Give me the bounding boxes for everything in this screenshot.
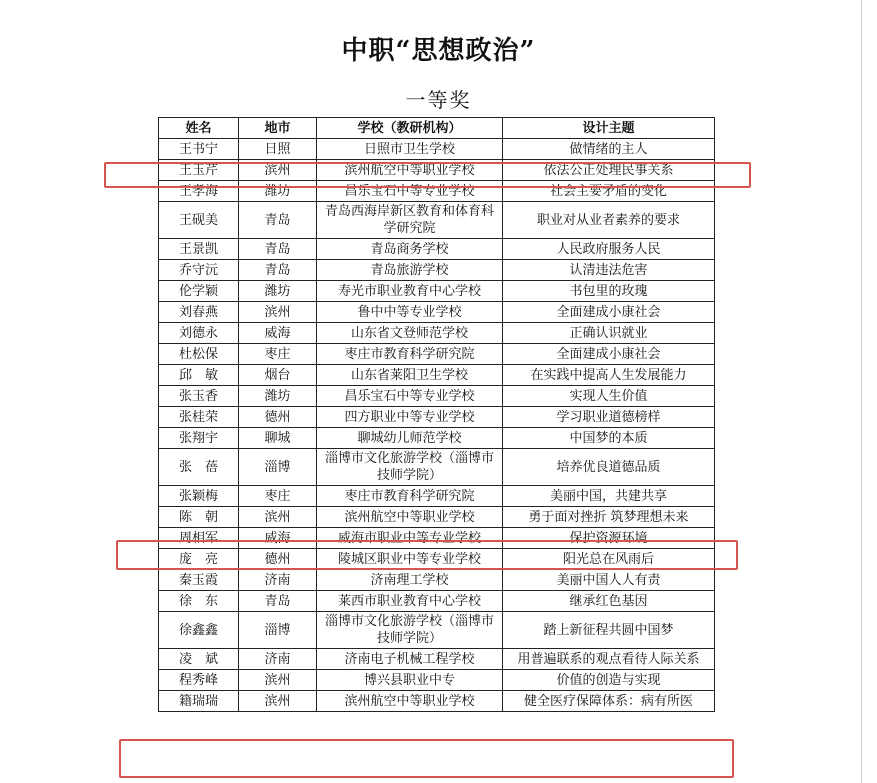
- cell-topic: 培养优良道德品质: [503, 449, 715, 486]
- cell-topic: 健全医疗保障体系：病有所医: [503, 691, 715, 712]
- cell-school: 青岛西海岸新区教育和体育科学研究院: [317, 202, 503, 239]
- cell-school: 昌乐宝石中等专业学校: [317, 181, 503, 202]
- cell-city: 德州: [239, 407, 317, 428]
- document-title: 中职“思想政治”: [341, 36, 536, 66]
- cell-topic: 正确认识就业: [503, 323, 715, 344]
- cell-name: 程秀峰: [159, 670, 239, 691]
- table-row: [159, 591, 715, 612]
- table-row: [159, 323, 715, 344]
- cell-city: 青岛: [239, 239, 317, 260]
- table-row: [159, 449, 715, 486]
- cell-city: 青岛: [239, 260, 317, 281]
- cell-school: 日照市卫生学校: [317, 139, 503, 160]
- table-row: [159, 139, 715, 160]
- cell-school: 莱西市职业教育中心学校: [317, 591, 503, 612]
- cell-name: 张桂荣: [159, 407, 239, 428]
- cell-name: 王景凯: [159, 239, 239, 260]
- cell-name: 张玉香: [159, 386, 239, 407]
- table-row: [159, 486, 715, 507]
- cell-name: 伦学颖: [159, 281, 239, 302]
- cell-school: 青岛旅游学校: [317, 260, 503, 281]
- cell-name: 张 蓓: [159, 449, 239, 486]
- cell-topic: 价值的创造与实现: [503, 670, 715, 691]
- cell-name: 张颖梅: [159, 486, 239, 507]
- cell-school: 淄博市文化旅游学校（淄博市技师学院）: [317, 449, 503, 486]
- table-header-row: [159, 118, 715, 139]
- highlight-box-row-25: [119, 739, 734, 778]
- cell-city: 威海: [239, 323, 317, 344]
- cell-name: 刘德永: [159, 323, 239, 344]
- cell-city: 淄博: [239, 612, 317, 649]
- header-city: 地市: [239, 118, 317, 139]
- cell-name: 王砚美: [159, 202, 239, 239]
- cell-name: 周相军: [159, 528, 239, 549]
- cell-name: 陈 朝: [159, 507, 239, 528]
- highlight-box-row-17: [116, 540, 738, 570]
- header-name: 姓名: [159, 118, 239, 139]
- table-row: [159, 507, 715, 528]
- cell-name: 凌 斌: [159, 649, 239, 670]
- cell-name: 王玉芹: [159, 160, 239, 181]
- table-row: [159, 239, 715, 260]
- cell-topic: 美丽中国，共建共享: [503, 486, 715, 507]
- cell-topic: 认清违法危害: [503, 260, 715, 281]
- table-row: [159, 570, 715, 591]
- cell-topic: 学习职业道德榜样: [503, 407, 715, 428]
- cell-name: 乔守沅: [159, 260, 239, 281]
- cell-topic: 人民政府服务人民: [503, 239, 715, 260]
- cell-city: 威海: [239, 528, 317, 549]
- cell-topic: 继承红色基因: [503, 591, 715, 612]
- cell-name: 杜松保: [159, 344, 239, 365]
- table-row: [159, 649, 715, 670]
- table-row: [159, 281, 715, 302]
- cell-school: 枣庄市教育科学研究院: [317, 344, 503, 365]
- cell-city: 滨州: [239, 160, 317, 181]
- cell-name: 王孝海: [159, 181, 239, 202]
- cell-school: 滨州航空中等职业学校: [317, 507, 503, 528]
- table-row: [159, 428, 715, 449]
- header-topic: 设计主题: [503, 118, 715, 139]
- cell-school: 威海市职业中等专业学校: [317, 528, 503, 549]
- cell-name: 徐鑫鑫: [159, 612, 239, 649]
- table-row: [159, 344, 715, 365]
- cell-city: 枣庄: [239, 344, 317, 365]
- cell-topic: 实现人生价值: [503, 386, 715, 407]
- cell-topic: 书包里的玫瑰: [503, 281, 715, 302]
- cell-city: 青岛: [239, 591, 317, 612]
- cell-topic: 勇于面对挫折 筑梦理想未来: [503, 507, 715, 528]
- cell-city: 淄博: [239, 449, 317, 486]
- table-row: [159, 365, 715, 386]
- table-row: [159, 260, 715, 281]
- table-row: [159, 302, 715, 323]
- cell-topic: 在实践中提高人生发展能力: [503, 365, 715, 386]
- cell-topic: 社会主要矛盾的变化: [503, 181, 715, 202]
- cell-city: 日照: [239, 139, 317, 160]
- cell-topic: 全面建成小康社会: [503, 344, 715, 365]
- cell-name: 刘春燕: [159, 302, 239, 323]
- cell-school: 济南理工学校: [317, 570, 503, 591]
- cell-school: 山东省莱阳卫生学校: [317, 365, 503, 386]
- cell-topic: 踏上新征程共圆中国梦: [503, 612, 715, 649]
- cell-city: 枣庄: [239, 486, 317, 507]
- cell-school: 鲁中中等专业学校: [317, 302, 503, 323]
- cell-school: 济南电子机械工程学校: [317, 649, 503, 670]
- header-school: 学校（教研机构）: [317, 118, 503, 139]
- cell-name: 秦玉霞: [159, 570, 239, 591]
- cell-topic: 阳光总在风雨后: [503, 549, 715, 570]
- table-row: [159, 670, 715, 691]
- cell-city: 潍坊: [239, 181, 317, 202]
- cell-city: 烟台: [239, 365, 317, 386]
- cell-school: 滨州航空中等职业学校: [317, 691, 503, 712]
- page-edge-line: [861, 0, 862, 783]
- cell-topic: 中国梦的本质: [503, 428, 715, 449]
- cell-city: 滨州: [239, 302, 317, 323]
- cell-city: 济南: [239, 649, 317, 670]
- table-row: [159, 612, 715, 649]
- cell-city: 滨州: [239, 507, 317, 528]
- cell-school: 淄博市文化旅游学校（淄博市技师学院）: [317, 612, 503, 649]
- award-table: [158, 117, 715, 712]
- cell-city: 青岛: [239, 202, 317, 239]
- cell-name: 张翔宇: [159, 428, 239, 449]
- cell-school: 聊城幼儿师范学校: [317, 428, 503, 449]
- cell-school: 陵城区职业中等专业学校: [317, 549, 503, 570]
- cell-name: 徐 东: [159, 591, 239, 612]
- cell-school: 滨州航空中等职业学校: [317, 160, 503, 181]
- table-row: [159, 386, 715, 407]
- cell-topic: 全面建成小康社会: [503, 302, 715, 323]
- cell-city: 滨州: [239, 670, 317, 691]
- cell-city: 潍坊: [239, 281, 317, 302]
- cell-topic: 保护资源环境: [503, 528, 715, 549]
- cell-topic: 职业对从业者素养的要求: [503, 202, 715, 239]
- table-row: [159, 202, 715, 239]
- cell-name: 邱 敏: [159, 365, 239, 386]
- cell-topic: 做情绪的主人: [503, 139, 715, 160]
- cell-topic: 依法公正处理民事关系: [503, 160, 715, 181]
- cell-school: 枣庄市教育科学研究院: [317, 486, 503, 507]
- cell-city: 滨州: [239, 691, 317, 712]
- table-row: [159, 691, 715, 712]
- cell-city: 济南: [239, 570, 317, 591]
- cell-school: 山东省文登师范学校: [317, 323, 503, 344]
- cell-school: 昌乐宝石中等专业学校: [317, 386, 503, 407]
- cell-school: 博兴县职业中专: [317, 670, 503, 691]
- cell-school: 寿光市职业教育中心学校: [317, 281, 503, 302]
- cell-name: 庞 亮: [159, 549, 239, 570]
- cell-city: 德州: [239, 549, 317, 570]
- cell-name: 籍瑞瑞: [159, 691, 239, 712]
- cell-city: 潍坊: [239, 386, 317, 407]
- cell-topic: 美丽中国人人有责: [503, 570, 715, 591]
- cell-city: 聊城: [239, 428, 317, 449]
- cell-topic: 用普遍联系的观点看待人际关系: [503, 649, 715, 670]
- highlight-box-row-2: [104, 162, 751, 188]
- cell-school: 四方职业中等专业学校: [317, 407, 503, 428]
- cell-name: 王书宁: [159, 139, 239, 160]
- table-row: [159, 407, 715, 428]
- award-level-heading: 一等奖: [405, 88, 472, 112]
- cell-school: 青岛商务学校: [317, 239, 503, 260]
